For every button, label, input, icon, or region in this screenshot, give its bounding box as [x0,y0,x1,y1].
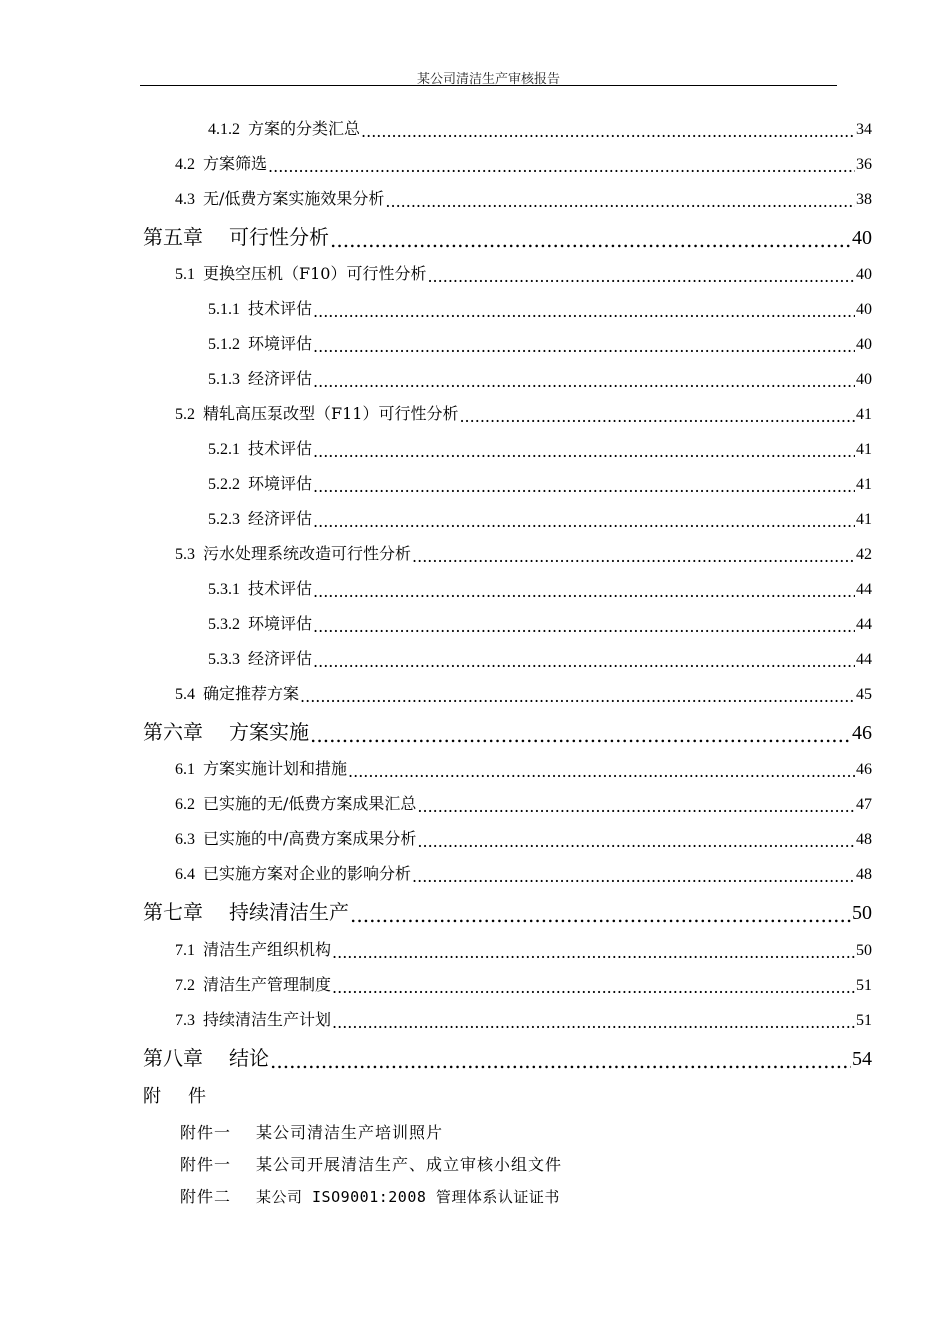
toc-entry-title: 技术评估 [248,439,313,458]
toc-entry-page: 41 [856,441,872,458]
toc-entry[interactable] [175,401,872,424]
toc-entry[interactable] [175,756,872,779]
toc-dot-leader [412,548,855,564]
toc-entry[interactable] [175,972,872,995]
toc-entry-number: 5.2.3 [208,511,240,528]
toc-entry[interactable] [175,681,872,704]
toc-chapter-entry[interactable] [143,221,872,250]
toc-dot-leader [270,1051,851,1071]
toc-entry-number: 4.2 [175,156,195,173]
toc-entry-page: 41 [856,511,872,528]
toc-entry[interactable] [208,296,872,319]
toc-entry-title: 清洁生产组织机构 [203,940,332,959]
toc-dot-leader [350,905,851,925]
toc-entry-title: 确定推荐方案 [203,684,300,703]
appendix-heading [143,1082,207,1108]
toc-dot-leader [330,230,851,250]
toc-chapter-entry[interactable] [143,1042,872,1071]
toc-entry-number: 第七章 [143,900,203,924]
toc-entry-page: 40 [852,227,872,249]
toc-entry[interactable] [208,611,872,634]
toc-entry-page: 40 [856,266,872,283]
toc-entry-page: 41 [856,476,872,493]
toc-entry-number: 5.1 [175,266,195,283]
toc-entry-title: 精轧高压泵改型（F11）可行性分析 [203,404,459,423]
toc-entry-title: 技术评估 [248,299,313,318]
toc-dot-leader [310,725,851,745]
toc-entry-page: 48 [856,831,872,848]
header-rule [140,85,837,86]
toc-chapter-entry[interactable] [143,896,872,925]
toc-entry-number: 5.3.2 [208,616,240,633]
toc-dot-leader [348,763,855,779]
toc-entry-page: 40 [856,371,872,388]
page-header: 某公司清洁生产审核报告 [416,72,560,87]
toc-entry-title: 环境评估 [248,614,313,633]
toc-entry[interactable] [208,471,872,494]
toc-entry-title: 已实施的无/低费方案成果汇总 [203,794,417,813]
toc-entry-page: 47 [856,796,872,813]
toc-dot-leader [459,408,855,424]
toc-entry-title: 清洁生产管理制度 [203,975,332,994]
toc-entry[interactable] [208,116,872,139]
appendix-heading-b: 件 [188,1086,207,1107]
appendix-item-label: 附件一 [180,1155,232,1174]
toc-entry-title: 方案筛选 [203,154,268,173]
toc-dot-leader [361,123,855,139]
toc-dot-leader [385,193,855,209]
toc-entry-number: 第八章 [143,1046,203,1070]
toc-entry-number: 4.1.2 [208,121,240,138]
toc-entry-number: 7.2 [175,977,195,994]
toc-entry[interactable] [175,541,872,564]
toc-entry-number: 6.3 [175,831,195,848]
appendix-item-text: 某公司 ISO9001:2008 管理体系认证证书 [256,1188,560,1206]
toc-entry-number: 7.1 [175,942,195,959]
appendix-item[interactable] [180,1120,443,1143]
toc-entry-page: 44 [856,616,872,633]
toc-entry-number: 第五章 [143,225,203,249]
appendix-heading-a: 附 [143,1086,162,1107]
toc-dot-leader [313,338,855,354]
toc-entry-number: 6.2 [175,796,195,813]
toc-entry-title: 环境评估 [248,334,313,353]
toc-dot-leader [313,373,855,389]
toc-entry[interactable] [208,436,872,459]
toc-entry-number: 7.3 [175,1012,195,1029]
toc-entry-page: 44 [856,651,872,668]
toc-entry-number: 5.2 [175,406,195,423]
toc-entry-number: 5.1.1 [208,301,240,318]
toc-dot-leader [268,158,855,174]
toc-dot-leader [332,1014,855,1030]
toc-entry[interactable] [175,1007,872,1030]
toc-entry-page: 42 [856,546,872,563]
toc-entry-title: 污水处理系统改造可行性分析 [203,544,412,563]
toc-entry-page: 38 [856,191,872,208]
toc-entry[interactable] [208,576,872,599]
toc-entry[interactable] [175,151,872,174]
toc-entry-title: 结论 [229,1046,269,1070]
toc-dot-leader [313,478,855,494]
toc-entry-page: 45 [856,686,872,703]
toc-dot-leader [313,513,855,529]
toc-entry[interactable] [208,331,872,354]
toc-entry[interactable] [175,261,872,284]
toc-entry-number: 5.3.1 [208,581,240,598]
toc-entry-page: 46 [856,761,872,778]
toc-entry[interactable] [175,826,872,849]
toc-entry-page: 46 [852,722,872,744]
toc-entry-title: 已实施方案对企业的影响分析 [203,864,412,883]
toc-entry-page: 44 [856,581,872,598]
toc-entry-page: 40 [856,301,872,318]
toc-entry-title: 经济评估 [248,369,313,388]
toc-entry-title: 已实施的中/高费方案成果分析 [203,829,417,848]
toc-entry-title: 环境评估 [248,474,313,493]
toc-entry-title: 技术评估 [248,579,313,598]
toc-entry-title: 经济评估 [248,649,313,668]
appendix-item-label: 附件二 [180,1187,232,1206]
toc-entry[interactable] [175,791,872,814]
toc-entry-page: 50 [852,902,872,924]
toc-dot-leader [313,618,855,634]
toc-entry-title: 方案实施 [229,720,309,744]
appendix-item-text: 某公司清洁生产培训照片 [256,1123,444,1142]
toc-entry-title: 方案实施计划和措施 [203,759,348,778]
appendix-item-label: 附件一 [180,1123,232,1142]
appendix-item[interactable] [180,1184,560,1207]
toc-entry-number: 6.1 [175,761,195,778]
toc-dot-leader [313,303,855,319]
toc-dot-leader [332,944,855,960]
toc-entry-number: 5.2.1 [208,441,240,458]
toc-dot-leader [313,443,855,459]
toc-dot-leader [427,268,855,284]
toc-entry[interactable] [208,366,872,389]
toc-entry-title: 可行性分析 [229,225,329,249]
toc-entry-page: 48 [856,866,872,883]
toc-entry-title: 持续清洁生产 [229,900,349,924]
toc-entry-title: 更换空压机（F10）可行性分析 [203,264,427,283]
appendix-item[interactable] [180,1152,562,1175]
toc-entry[interactable] [175,861,872,884]
toc-entry-number: 第六章 [143,720,203,744]
toc-entry-page: 51 [856,977,872,994]
toc-entry[interactable] [208,506,872,529]
toc-entry-page: 36 [856,156,872,173]
appendix-item-text: 某公司开展清洁生产、成立审核小组文件 [256,1155,563,1174]
toc-dot-leader [412,868,855,884]
toc-entry-title: 持续清洁生产计划 [203,1010,332,1029]
toc-entry-page: 40 [856,336,872,353]
toc-entry-number: 6.4 [175,866,195,883]
toc-entry-number: 4.3 [175,191,195,208]
toc-dot-leader [300,688,855,704]
toc-dot-leader [313,583,855,599]
toc-entry-number: 5.4 [175,686,195,703]
toc-entry[interactable] [175,186,872,209]
toc-entry-title: 无/低费方案实施效果分析 [203,189,385,208]
toc-entry-number: 5.1.3 [208,371,240,388]
toc-entry-number: 5.1.2 [208,336,240,353]
toc-entry-title: 方案的分类汇总 [248,119,361,138]
toc-entry-number: 5.3 [175,546,195,563]
toc-entry-number: 5.3.3 [208,651,240,668]
toc-entry[interactable] [208,646,872,669]
toc-entry-page: 41 [856,406,872,423]
toc-entry-page: 54 [852,1048,872,1070]
toc-entry-number: 5.2.2 [208,476,240,493]
toc-chapter-entry[interactable] [143,716,872,745]
toc-dot-leader [417,798,855,814]
toc-entry-title: 经济评估 [248,509,313,528]
toc-dot-leader [332,979,855,995]
toc-dot-leader [313,653,855,669]
toc-entry-page: 34 [856,121,872,138]
toc-dot-leader [417,833,855,849]
toc-entry-page: 51 [856,1012,872,1029]
toc-entry-page: 50 [856,942,872,959]
toc-entry[interactable] [175,937,872,960]
